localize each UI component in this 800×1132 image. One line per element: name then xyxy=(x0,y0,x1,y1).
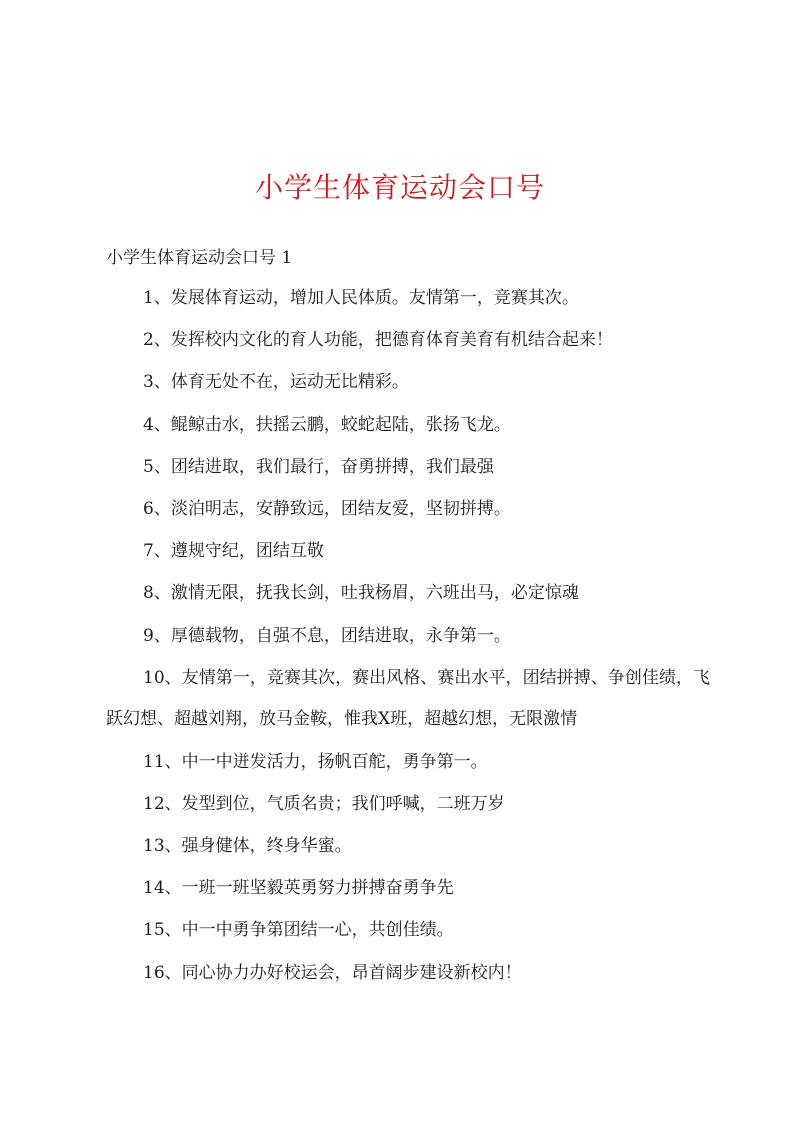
slogan-list xyxy=(106,285,710,1002)
list-item: 10、友情第一，竞赛其次，赛出风格、赛出水平，团结拼搏、争创佳绩，飞跃幻想、超越刘翔，放马金鞍，惟我X班，超越幻想，无限激情 xyxy=(106,667,710,729)
list-item: 11、中一中迸发活力，扬帆百舵，勇争第一。 xyxy=(143,751,488,772)
page-title: 小学生体育运动会口号 xyxy=(254,171,545,204)
list-item: 12、发型到位，气质名贵；我们呼喊，二班万岁 xyxy=(143,793,505,814)
list-item: 15、中一中勇争第团结一心，共创佳绩。 xyxy=(143,920,454,941)
list-item: 16、同心协力办好校运会，昂首阔步建设新校内！ xyxy=(143,962,522,983)
section-heading: 小学生体育运动会口号 1 xyxy=(106,248,293,268)
list-item: 6、淡泊明志，安静致远，团结友爱，坚韧拼搏。 xyxy=(143,498,511,519)
list-item: 13、强身健体，终身华蜜。 xyxy=(143,836,352,857)
list-item: 14、一班一班坚毅英勇努力拼搏奋勇争先 xyxy=(143,878,454,899)
list-item: 8、激情无限，抚我长剑，吐我杨眉，六班出马，必定惊魂 xyxy=(143,583,579,604)
list-item: 3、体育无处不在，运动无比精彩。 xyxy=(143,372,409,393)
list-item: 7、遵规守纪，团结互敬 xyxy=(143,541,324,562)
list-item: 2、发挥校内文化的育人功能，把德育体育美育有机结合起来！ xyxy=(143,330,613,351)
list-item: 9、厚德载物，自强不息，团结进取，永争第一。 xyxy=(143,625,511,646)
list-item: 4、鲲鲸击水，扶摇云鹏，蛟蛇起陆，张扬飞龙。 xyxy=(143,414,511,435)
list-item: 1、发展体育运动，增加人民体质。友情第一，竞赛其次。 xyxy=(143,288,579,308)
list-item: 5、团结进取，我们最行，奋勇拼搏，我们最强 xyxy=(143,456,494,477)
